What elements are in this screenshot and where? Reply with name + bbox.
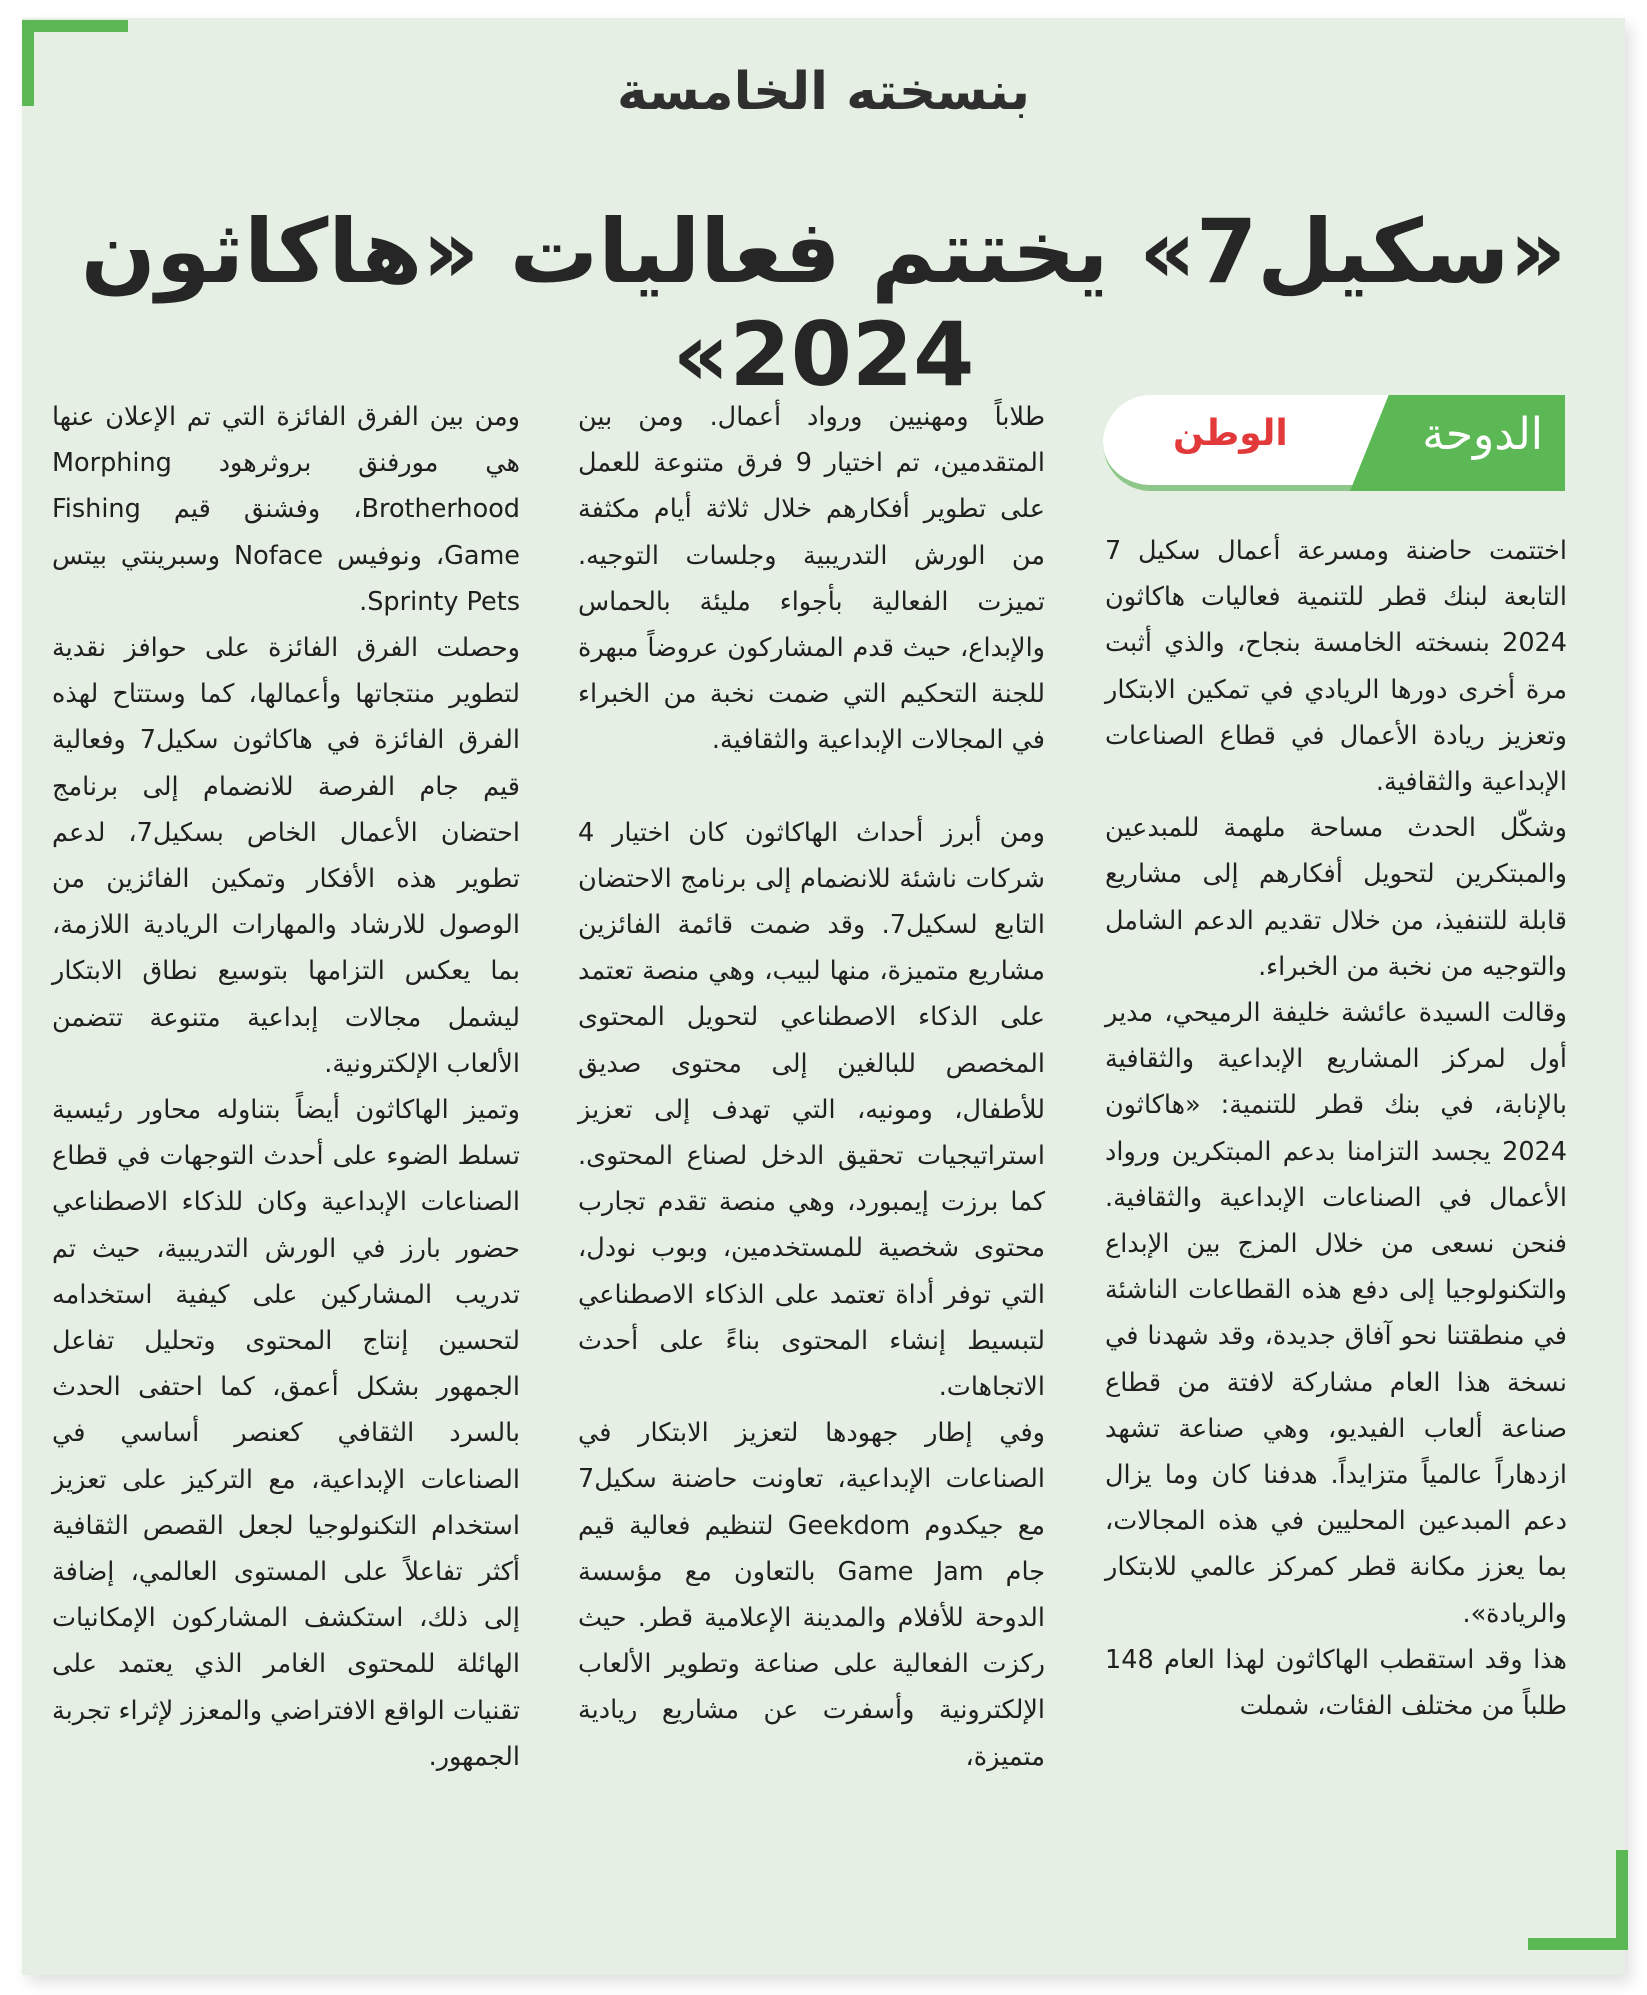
- column-1-paragraph-1: اختتمت حاضنة ومسرعة أعمال سكيل 7 التابعة لبنك قطر للتنمية فعاليات هاكاثون 2024 بنسخته الخامسة بنجاح، والذي أثبت مرة أخرى دورها الريادي في تمكين الابتكار وتعزيز ريادة الأعمال في قطاع الصناعات الإبداعية والثقافية.: [1105, 536, 1567, 798]
- column-1-paragraph-3: وقالت السيدة عائشة خليفة الرميحي، مدير أول لمركز المشاريع الإبداعية والثقافية بالإنابة، في بنك قطر للتنمية: «هاكاثون 2024 يجسد التزامنا بدعم المبتكرين ورواد الأعمال في الصناعات الإبداعية والثقافية. فنحن نسعى من خلال المزج بين الإبداع والتكنولوجيا إلى دفع هذه القطاعات الناشئة في منطقتنا نحو آفاق جديدة، وقد شهدنا في نسخة هذا العام مشاركة لافتة من قطاع صناعة ألعاب الفيديو، وهي صناعة تشهد ازدهاراً عالمياً متزايداً. هدفنا كان وما يزال دعم المبدعين المحليين في هذه المجالات، بما يعزز مكانة قطر كمركز عالمي للابتكار والريادة».: [1105, 998, 1567, 1629]
- kicker: بنسخته الخامسة: [616, 62, 1030, 122]
- corner-accent-bottom-right-vertical: [1616, 1850, 1628, 1950]
- article-column-1: [1105, 528, 1567, 1729]
- column-1-paragraph-4: هذا وقد استقطب الهاكاثون لهذا العام 148 طلباً من مختلف الفئات، شملت: [1105, 1644, 1567, 1722]
- location-tag-city: الدوحة: [1422, 409, 1543, 460]
- location-tag: [1103, 395, 1565, 491]
- article-column-3: [52, 394, 520, 1780]
- column-2-paragraph-3: وفي إطار جهودها لتعزيز الابتكار في الصناعات الإبداعية، تعاونت حاضنة سكيل7 مع جيكدوم Geekdom لتنظيم فعالية قيم جام Game Jam بالتعاون مع مؤسسة الدوحة للأفلام والمدينة الإعلامية قطر. حيث ركزت الفعالية على صناعة وتطوير الألعاب الإلكترونية وأسفرت عن مشاريع ريادية متميزة،: [578, 1418, 1045, 1772]
- corner-accent-bottom-right: [1528, 1938, 1628, 1950]
- newspaper-logo: الوطن: [1173, 413, 1288, 454]
- corner-accent-top-left: [22, 20, 128, 32]
- column-2-paragraph-2: ومن أبرز أحداث الهاكاثون كان اختيار 4 شركات ناشئة للانضمام إلى برنامج الاحتضان التابع لسكيل7. وقد ضمت قائمة الفائزين مشاريع متميزة، منها لبيب، وهي منصة تعتمد على الذكاء الاصطناعي لتحويل المحتوى المخصص للبالغين إلى محتوى صديق للأطفال، ومونيه، التي تهدف إلى تعزيز استراتيجيات تحقيق الدخل لصناع المحتوى. كما برزت إيمبورد، وهي منصة تقدم تجارب محتوى شخصية للمستخدمين، وبوب نودل، التي توفر أداة تعتمد على الذكاء الاصطناعي لتبسيط إنشاء المحتوى بناءً على أحدث الاتجاهات.: [578, 817, 1045, 1403]
- headline: «سكيل7» يختتم فعاليات «هاكاثون 2024»: [80, 200, 1567, 406]
- column-2-paragraph-1: طلاباً ومهنيين ورواد أعمال. ومن بين المتقدمين، تم اختيار 9 فرق متنوعة للعمل على تطوير أفكارهم خلال ثلاثة أيام مكثفة من الورش التدريبية وجلسات التوجيه. تميزت الفعالية بأجواء مليئة بالحماس والإبداع، حيث قدم المشاركون عروضاً مبهرة للجنة التحكيم التي ضمت نخبة من الخبراء في المجالات الإبداعية والثقافية.: [578, 402, 1045, 756]
- article-column-2: [578, 394, 1045, 1780]
- column-1-paragraph-2: وشكّل الحدث مساحة ملهمة للمبدعين والمبتكرين لتحويل أفكارهم إلى مشاريع قابلة للتنفيذ، من خلال تقديم الدعم الشامل والتوجيه من نخبة من الخبراء.: [1105, 813, 1567, 982]
- column-3-paragraph-2: وحصلت الفرق الفائزة على حوافز نقدية لتطوير منتجاتها وأعمالها، كما وستتاح لهذه الفرق الفائزة في هاكاثون سكيل7 وفعالية قيم جام الفرصة للانضمام إلى برنامج احتضان الأعمال الخاص بسكيل7، لدعم تطوير هذه الأفكار وتمكين الفائزين من الوصول للارشاد والمهارات الريادية اللازمة، بما يعكس التزامها بتوسيع نطاق الابتكار ليشمل مجالات إبداعية متنوعة تتضمن الألعاب الإلكترونية.: [52, 633, 520, 1079]
- column-3-paragraph-3: وتميز الهاكاثون أيضاً بتناوله محاور رئيسية تسلط الضوء على أحدث التوجهات في قطاع الصناعات الإبداعية وكان للذكاء الاصطناعي حضور بارز في الورش التدريبية، حيث تم تدريب المشاركين على كيفية استخدامه لتحسين إنتاج المحتوى وتحليل تفاعل الجمهور بشكل أعمق، كما احتفى الحدث بالسرد الثقافي كعنصر أساسي في الصناعات الإبداعية، مع التركيز على تعزيز استخدام التكنولوجيا لجعل القصص الثقافية أكثر تفاعلاً على المستوى العالمي، إضافة إلى ذلك، استكشف المشاركون الإمكانيات الهائلة للمحتوى الغامر الذي يعتمد على تقنيات الواقع الافتراضي والمعزز لإثراء تجربة الجمهور.: [52, 1095, 520, 1772]
- column-3-paragraph-1: ومن بين الفرق الفائزة التي تم الإعلان عنها هي مورفنق بروثرهود Morphing Brotherhood، وفشنق قيم Fishing Game، ونوفيس Noface وسبرينتي بيتس Sprinty Pets.: [52, 402, 520, 617]
